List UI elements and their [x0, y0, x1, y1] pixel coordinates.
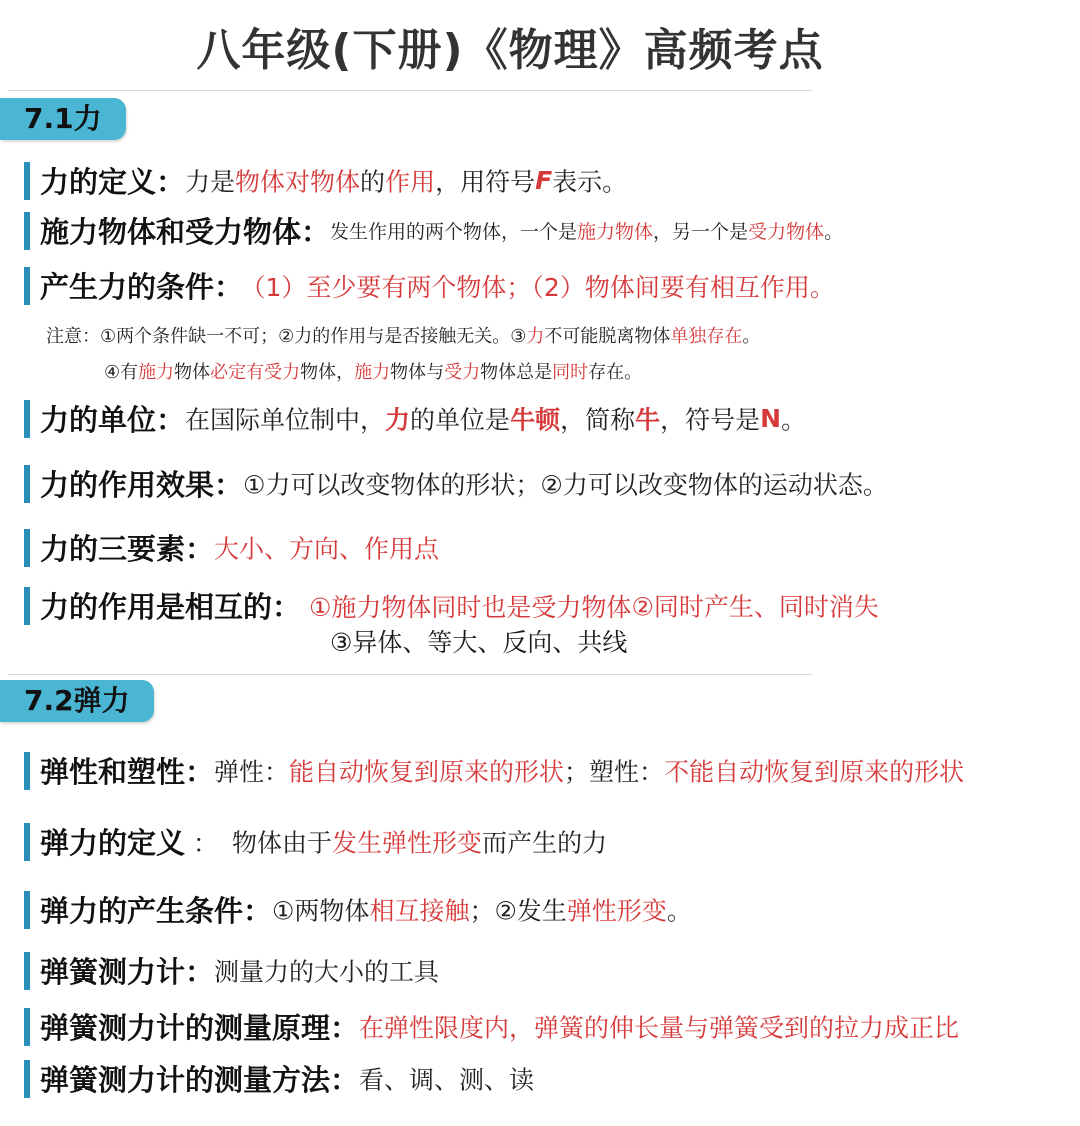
row-label: 弹性和塑性： [40, 755, 215, 789]
note-text: 。 [742, 326, 761, 347]
bullet-bar [24, 162, 30, 200]
note-text: 物体， [300, 362, 355, 383]
highlight-text: 同时 [552, 362, 589, 383]
row-text: ，用符号 [435, 167, 536, 197]
row-text: 测量力的大小的工具 [214, 957, 440, 987]
note-line-2 [104, 358, 642, 384]
row-text: 。 [666, 896, 692, 926]
note-text: 物体总是 [480, 362, 553, 383]
row-label: 弹簧测力计： [40, 955, 215, 989]
row-label: 力的定义： [40, 165, 186, 199]
highlight-text: 相互接触 [369, 896, 470, 926]
bullet-bar [24, 465, 30, 503]
highlight-text: 必定有受力 [210, 362, 301, 383]
note-line-1 [46, 322, 760, 348]
highlight-text: （1）至少要有两个物体；（2）物体间要有相互作用。 [253, 272, 835, 302]
highlight-text: ①施力物体同时也是受力物体 [309, 592, 632, 622]
row-text: ，符号是 [660, 405, 761, 435]
row-label: 弹簧测力计的测量方法： [40, 1063, 360, 1097]
row-text: 的单位是 [410, 405, 511, 435]
row-label: 施力物体和受力物体： [40, 215, 331, 249]
bullet-bar [24, 952, 30, 990]
row-text: 。 [824, 221, 844, 243]
highlight-text: 牛顿 [510, 405, 561, 435]
highlight-text: 发生弹性形变 [332, 828, 483, 858]
row-text: ： [193, 828, 219, 858]
row-text: 物体由于 [232, 828, 333, 858]
highlight-text: 施力物体 [577, 221, 654, 243]
row-mutual-force [24, 585, 879, 626]
note-text: 不可能脱离物体 [544, 326, 671, 347]
bullet-bar [24, 267, 30, 305]
row-conditions [24, 265, 835, 306]
bullet-bar [24, 212, 30, 250]
highlight-text: 在弹性限度内，弹簧的伸长量与弹簧受到的拉力成正比 [359, 1013, 960, 1043]
highlight-text: N [760, 404, 782, 433]
section-tab-7-1: 7.1力 [0, 98, 126, 140]
row-label: 弹力的产生条件： [40, 894, 273, 928]
highlight-text: 单独存在 [670, 326, 743, 347]
highlight-text: 牛 [635, 405, 661, 435]
row-text: 看、调、测、读 [359, 1065, 535, 1095]
row-label: 力的作用效果： [40, 468, 244, 502]
note-text: 存在。 [588, 362, 643, 383]
row-three-elements [24, 527, 439, 568]
row-label: 力的单位： [40, 403, 186, 437]
row-text: ，另一个是 [653, 221, 749, 243]
row-text: ；塑性： [564, 757, 665, 787]
row-applier-receiver [24, 210, 843, 251]
note-text: ④有 [104, 362, 139, 383]
section-tab-7-2: 7.2弹力 [0, 680, 154, 722]
note-text: 物体 [174, 362, 211, 383]
divider [8, 674, 812, 675]
highlight-text: 力 [385, 405, 411, 435]
row-label: 弹簧测力计的测量原理： [40, 1011, 360, 1045]
row-force-unit [24, 398, 806, 439]
highlight-text: 大小、方向、作用点 [214, 534, 440, 564]
bullet-bar [24, 752, 30, 790]
row-text: 在国际单位制中， [185, 405, 386, 435]
row-elastic-force-definition [24, 821, 607, 862]
highlight-text: 施力 [354, 362, 391, 383]
row-label: 力的三要素： [40, 532, 215, 566]
highlight-text: 不能自动恢复到原来的形状 [664, 757, 965, 787]
highlight-text: 施力 [138, 362, 175, 383]
row-text: ；②发生 [469, 896, 567, 926]
row-elastic-force-conditions [24, 889, 692, 930]
highlight-text: 能自动恢复到原来的形状 [289, 757, 565, 787]
note-text: 物体与 [390, 362, 445, 383]
row-force-effects [24, 463, 888, 504]
divider [8, 90, 812, 91]
row-force-definition [24, 160, 627, 201]
highlight-text: 受力 [444, 362, 481, 383]
row-text: 力是 [185, 167, 236, 197]
row-text: ，简称 [560, 405, 636, 435]
bullet-bar [24, 823, 30, 861]
bullet-bar [24, 1060, 30, 1098]
row-text: 的 [360, 167, 386, 197]
row-label: 弹力的定义 [40, 826, 186, 860]
note-text: 注意：①两个条件缺一不可；②力的作用与是否接触无关。③ [46, 326, 527, 347]
row-spring-scale-method [24, 1058, 534, 1099]
highlight-text: 受力物体 [748, 221, 825, 243]
highlight-text: 物体对物体 [235, 167, 361, 197]
row-text: 表示。 [552, 167, 628, 197]
row-spring-scale [24, 950, 439, 991]
row-text: 发生作用的两个物体，一个是 [330, 221, 578, 243]
bullet-bar [24, 529, 30, 567]
highlight-text: 作用 [385, 167, 436, 197]
bullet-bar [24, 400, 30, 438]
row-elasticity-plasticity [24, 750, 964, 791]
row-mutual-force-line2: ③异体、等大、反向、共线 [330, 628, 628, 657]
row-text: ①力可以改变物体的形状；②力可以改变物体的运动状态。 [243, 470, 888, 500]
row-text: 。 [781, 405, 807, 435]
row-text: 弹性： [214, 757, 290, 787]
row-spring-scale-principle [24, 1006, 959, 1047]
highlight-text: 力 [526, 326, 545, 347]
row-text: 而产生的力 [482, 828, 608, 858]
page-title: 八年级(下册)《物理》高频考点 [196, 25, 824, 76]
row-text: ①两物体 [272, 896, 370, 926]
bullet-bar [24, 1008, 30, 1046]
row-label: 产生力的条件： [40, 270, 244, 304]
symbol-F: F [535, 166, 553, 195]
row-label: 力的作用是相互的： [40, 590, 302, 624]
bullet-bar [24, 891, 30, 929]
bullet-bar [24, 587, 30, 625]
highlight-text: ②同时产生、同时消失 [631, 592, 879, 622]
highlight-text: 弹性形变 [566, 896, 667, 926]
